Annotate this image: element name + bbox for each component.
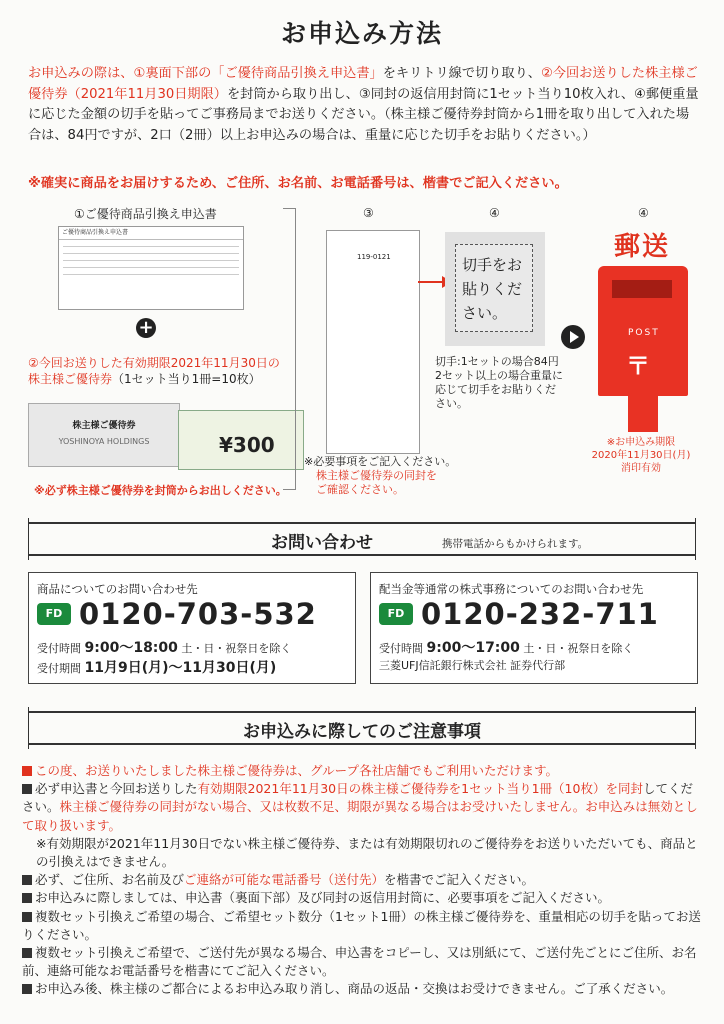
intro-part-3: をキリトリ線で切り取り、: [382, 66, 541, 81]
notice-text: してください。: [22, 781, 693, 815]
step3-number: ③: [363, 206, 374, 220]
bullet-icon: [22, 875, 32, 885]
form-line: [63, 260, 239, 261]
freedial-icon: FD: [37, 603, 71, 625]
postal-mark-icon: 〒: [626, 352, 650, 380]
hours-note: 土・日・祝祭日を除く: [181, 642, 292, 655]
deadline-label: ※お申込み期限: [606, 437, 676, 448]
notice-text: お申込み後、株主様のご都合によるお申込み取り消し、商品の返品・交換はお受けできません。ご了承ください。: [35, 981, 674, 997]
step3-note-black: ※必要事項をご記入ください。: [304, 455, 457, 468]
deadline-postmark: 消印有効: [621, 463, 661, 474]
notice-item: [22, 762, 704, 780]
ticket-value: ¥300: [219, 433, 275, 457]
postbox-slot: [612, 280, 672, 298]
notice-text: お申込みに際しましては、申込書（裏面下部）及び同封の返信用封筒に、必要事項をご記入ください。: [35, 890, 611, 906]
notice-item: [22, 944, 704, 980]
step4-note: 切手:1セットの場合84円 2セット以上の場合重量に応じて切手をお貼りください。: [435, 355, 563, 410]
hours-value: 9:00〜18:00: [84, 640, 178, 656]
hours-row: [379, 637, 633, 657]
contact-sub: 携帯電話からもかけられます。: [442, 538, 589, 550]
notice-text: 複数セット引換えご希望の場合、ご希望セット数分（1セット1冊）の株主様ご優待券を、重量相応の切手を貼ってお送りください。: [22, 908, 701, 942]
mail-label: 郵送: [614, 232, 671, 262]
step5-number: ④: [638, 206, 649, 220]
plus-icon: +: [136, 318, 156, 338]
notice-list: [22, 762, 704, 999]
notice-item: [22, 908, 704, 944]
application-form-image: [58, 226, 244, 310]
notice-item: [22, 780, 704, 835]
contact-heading: 配当金等通常の株式事務についてのお問い合わせ先: [379, 582, 644, 596]
intro-part-4: ②今回お送りした株主様ご優待券（2021年11月30日期限）: [28, 66, 698, 102]
book-title: 株主様ご優待券: [72, 421, 136, 431]
step2-label: [28, 355, 288, 387]
hours-note: 土・日・祝祭日を除く: [523, 642, 634, 655]
hours-value: 9:00〜17:00: [426, 640, 520, 656]
step4-number: ④: [489, 206, 500, 220]
contact-header: [28, 522, 696, 556]
notice-title: お申込みに際してのご注意事項: [243, 722, 481, 742]
bullet-icon: [22, 893, 32, 903]
intro-text: [28, 64, 700, 146]
hours-label: 受付時間: [379, 642, 423, 655]
form-line: [63, 246, 239, 247]
notice-text: 必ず、ご住所、お名前及び: [35, 872, 185, 888]
notice-header: [28, 711, 696, 745]
contact-box-stock: [370, 572, 698, 684]
play-arrow-icon: [561, 325, 585, 349]
company-row: 三菱UFJ信託銀行株式会社 証券代行部: [379, 659, 566, 672]
coupon-book: [28, 403, 180, 467]
step2-note: ※必ず株主様ご優待券を封筒からお出しください。: [34, 484, 287, 497]
book-brand: YOSHINOYA HOLDINGS: [58, 437, 150, 446]
page-title: お申込み方法: [280, 19, 443, 48]
hours-label: 受付時間: [37, 642, 81, 655]
notice-text-red: 有効期限2021年11月30日の株主様ご優待券を1セット当り1冊（10枚）を同封: [197, 781, 643, 797]
hours-row: [37, 637, 291, 657]
step5-note: [586, 436, 696, 475]
period-row: [37, 657, 276, 677]
intro-part-2: 「ご優待商品引換え申込書」: [211, 66, 383, 81]
phone-number[interactable]: 0120-703-532: [79, 597, 317, 631]
notice-text-red: ご連絡が可能な電話番号（送付先）: [184, 872, 385, 888]
stamp-text: 切手をお貼りください。: [455, 244, 533, 332]
freedial-icon: FD: [379, 603, 413, 625]
step1-label: ①ご優待商品引換え申込書: [74, 207, 217, 221]
phone-number[interactable]: 0120-232-711: [421, 597, 659, 631]
form-title: ご優待商品引換え申込書: [59, 227, 243, 240]
contact-heading: 商品についてのお問い合わせ先: [37, 582, 198, 596]
contact-title: お問い合わせ: [271, 533, 373, 553]
bullet-icon: [22, 784, 32, 794]
envelope-image: [326, 230, 420, 454]
postbox-leg: [628, 396, 658, 432]
notice-text: この度、お送りいたしました株主様ご優待券は、グループ各社店舗でもご利用いただけます。: [35, 763, 559, 778]
notice-subitem: ※有効期限が2021年11月30日でない株主様ご優待券、または有効期限切れのご優待券をお送りいただいても、商品との引換えはできません。: [36, 835, 698, 870]
deadline-date: 2020年11月30日(月): [591, 450, 691, 461]
period-value: 11月9日(月)〜11月30日(月): [84, 660, 277, 676]
notice-item: [22, 980, 704, 998]
bullet-icon: [22, 912, 32, 922]
intro-part-5: を封筒から取り出し、③同封の返信用封筒に1セット当り10枚入れ、④郵便重量に応じた金額の切手を貼ってご事務局までお送りください。（株主様ご優待券封筒から1冊を取り出して入れた場合は、84円ですが、2口（2冊）以上お申込みの場合は、重量に応じた切手をお貼りください。）: [28, 86, 699, 143]
step2-label-black: （1セット当り1冊=10枚）: [112, 372, 261, 386]
contact-box-products: [28, 572, 356, 684]
stamp-area: [445, 232, 545, 346]
notice-item: [22, 871, 704, 889]
form-line: [63, 253, 239, 254]
envelope-zip: 119-0121: [357, 253, 391, 261]
bullet-icon: [22, 948, 32, 958]
notice-item: [22, 889, 704, 907]
warning-text: ※確実に商品をお届けするため、ご住所、お名前、お電話番号は、楷書でご記入ください。: [28, 176, 568, 191]
form-line: [63, 267, 239, 268]
period-label: 受付期間: [37, 662, 81, 675]
notice-text: を楷書でご記入ください。: [384, 872, 535, 888]
intro-part-1: お申込みの際は、①裏面下部の: [28, 66, 212, 81]
notice-text: 複数セット引換えご希望で、ご送付先が異なる場合、申込書をコピーし、又は別紙にて、ご送付先ごとにご住所、お名前、連絡可能なお電話番号を楷書にてご記入ください。: [22, 945, 697, 979]
step3-note-red: 株主様ご優待券の同封をご確認ください。: [316, 469, 437, 496]
coupon-image: [28, 398, 280, 472]
step2-label-red: ②今回お送りした有効期限2021年11月30日の株主様ご優待券: [28, 356, 280, 386]
bracket-divider: [283, 208, 296, 490]
form-line: [63, 274, 239, 275]
notice-text-red: 株主様ご優待券の同封がない場合、又は枚数不足、期限が異なる場合はお受けいたしません。お申込みは無効として取り扱います。: [22, 799, 698, 833]
notice-text: 必ず申込書と今回お送りした: [35, 781, 198, 797]
step3-note: [304, 455, 456, 497]
postbox-icon: [598, 266, 688, 396]
postbox-label: POST: [628, 328, 660, 338]
bullet-icon: [22, 984, 32, 994]
bullet-icon: [22, 766, 32, 776]
